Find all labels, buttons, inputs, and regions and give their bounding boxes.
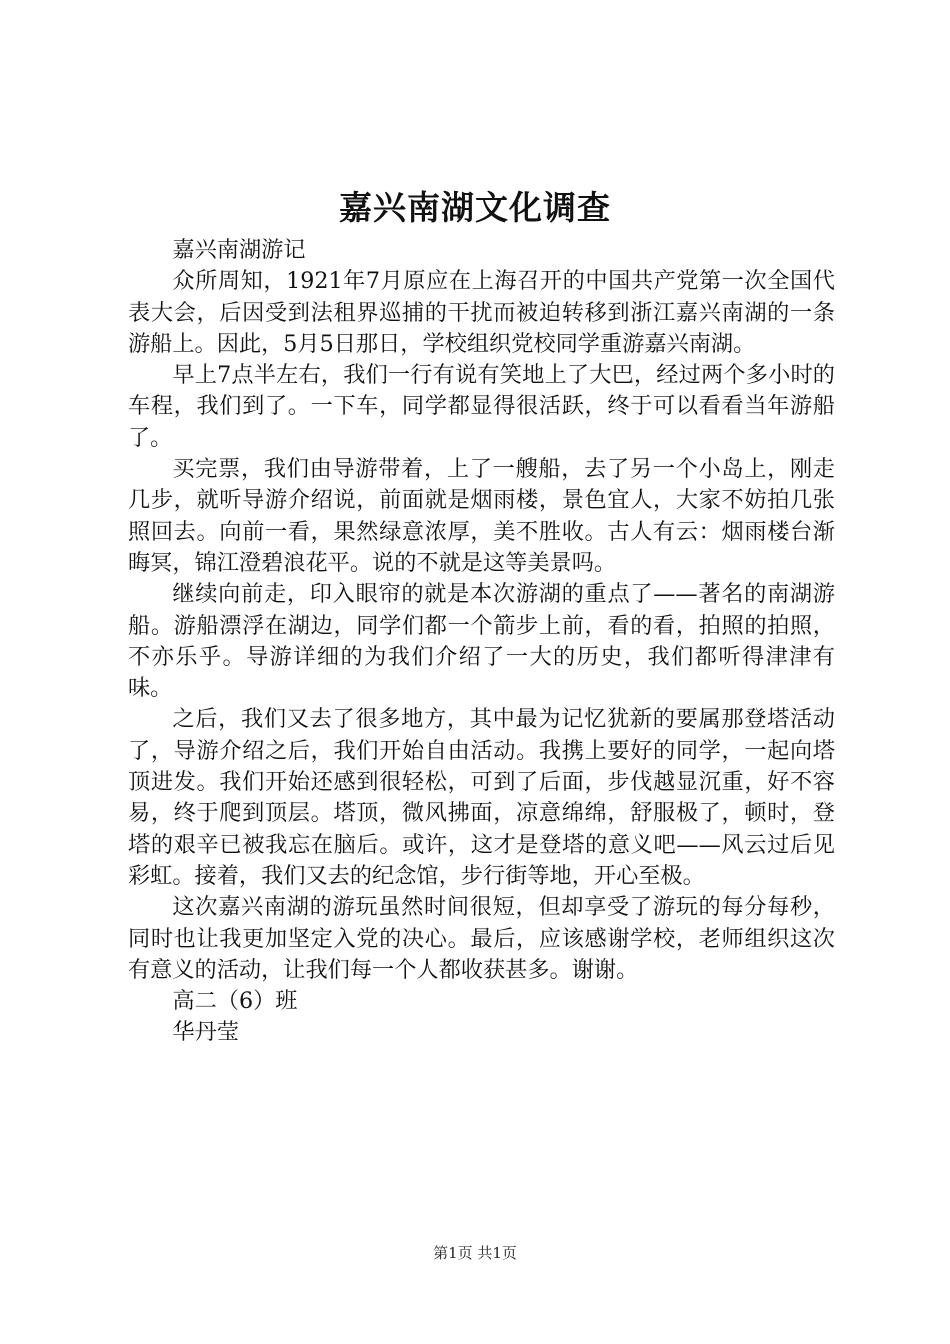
signoff-author: 华丹莹 [172,1019,239,1046]
paragraph: 早上7点半左右，我们一行有说有笑地上了大巴，经过两个多小时的车程，我们到了。一下车，同学都显得很活跃，终于可以看看当年游船了。 [128,362,835,451]
document-title: 嘉兴南湖文化调查 [339,188,611,227]
paragraph: 买完票，我们由导游带着，上了一艘船，去了另一个小岛上，刚走几步，就听导游介绍说，前面就是烟雨楼，景色宜人，大家不妨拍几张照回去。向前一看，果然绿意浓厚，美不胜收。古人有云：烟雨楼台渐晦冥，锦江澄碧浪花平。说的不就是这等美景吗。 [128,456,835,576]
paragraph: 众所周知，1921年7月原应在上海召开的中国共产党第一次全国代表大会，后因受到法租界巡捕的干扰而被迫转移到浙江嘉兴南湖的一条游船上。因此，5月5日那日，学校组织党校同学重游嘉兴南湖。 [128,268,835,357]
signoff-class: 高二（6）班 [172,988,298,1015]
page-footer: 第1页 共1页 [433,1244,517,1262]
document-body [128,235,835,1049]
paragraph: 继续向前走，印入眼帘的就是本次游湖的重点了——著名的南湖游船。游船漂浮在湖边，同学们都一个箭步上前，看的看，拍照的拍照，不亦乐乎。导游详细的为我们介绍了一大的历史，我们都听得津津有味。 [128,581,835,702]
paragraph: 之后，我们又去了很多地方，其中最为记忆犹新的要属那登塔活动了，导游介绍之后，我们开始自由活动。我携上要好的同学，一起向塔顶进发。我们开始还感到很轻松，可到了后面，步伐越显沉重，好不容易，终于爬到顶层。塔顶，微风拂面，凉意绵绵，舒服极了，顿时，登塔的艰辛已被我忘在脑后。或许，这才是登塔的意义吧——风云过后见彩虹。接着，我们又去的纪念馆，步行街等地，开心至极。 [128,706,835,889]
paragraph-subtitle: 嘉兴南湖游记 [172,237,306,263]
paragraph: 这次嘉兴南湖的游玩虽然时间很短，但却享受了游玩的每分每秒，同时也让我更加坚定入党的决心。最后，应该感谢学校，老师组织这次有意义的活动，让我们每一个人都收获甚多。谢谢。 [128,894,835,983]
